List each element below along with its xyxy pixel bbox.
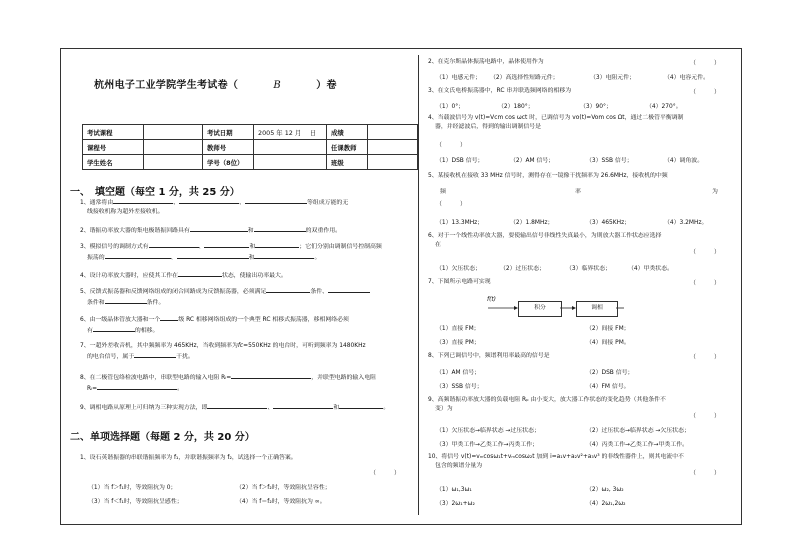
label-student-name: 学生姓名	[83, 155, 144, 170]
answer-slot[interactable]: （ ）	[690, 470, 721, 477]
option[interactable]: （4）2ω₁,2ω₂	[586, 501, 626, 507]
option[interactable]: （3）2ω₁+ω₂	[436, 501, 475, 507]
label-course-no: 课程号	[83, 140, 144, 155]
section1-heading: 一、 填空题（每空 1 分，共 25 分）	[70, 187, 240, 198]
fill-q1: 1、通常将由 、 、 等组成万能的无 线接收机称为超外差接收机。	[80, 197, 415, 216]
option[interactable]: （4）间接 PM。	[586, 340, 630, 346]
info-row-3	[83, 155, 418, 170]
label-course: 考试课程	[83, 125, 144, 140]
phase-modulator-block: 调相	[576, 301, 618, 317]
fill-q3-text: 3、模拟信号的调制方式有	[80, 244, 149, 250]
answer-slot[interactable]: （ ）	[690, 249, 721, 256]
blank[interactable]	[179, 197, 239, 204]
blank[interactable]	[339, 402, 383, 409]
fill-q3-text: 和	[249, 244, 256, 250]
fill-q5-text: 条件、	[310, 289, 329, 295]
blank[interactable]	[190, 225, 248, 232]
fill-q3-text: 、	[198, 244, 205, 250]
value-teacher	[368, 140, 418, 155]
column-divider	[418, 55, 419, 515]
option[interactable]: （1）13.3MHz；	[436, 220, 484, 226]
fill-q8-text: ，并联型电路的输入电阻	[311, 375, 376, 381]
fill-q7-text: 干扰。	[176, 353, 194, 360]
option[interactable]: （2）DSB 信号；	[586, 370, 634, 376]
value-student-id	[254, 155, 327, 170]
blank[interactable]	[97, 383, 177, 390]
choice-q9-text: 变）为	[435, 405, 453, 412]
value-course-no	[144, 140, 203, 155]
choice-q3: 3、在文氏电桥振荡器中，RC 串并联选频网络的相移为	[428, 88, 572, 94]
fill-q7-text: fc	[237, 343, 244, 349]
blank[interactable]	[273, 402, 333, 409]
label-teacher-no: 教师号	[203, 140, 254, 155]
option[interactable]: （3）当 f＜f₁时，等效阻抗呈感性；	[88, 499, 183, 505]
choice-q2: 2、在克尔斯晶体振荡电路中，晶体使用作为	[428, 59, 544, 65]
fill-q6-text: 有	[87, 327, 93, 334]
answer-slot[interactable]: （ ）	[436, 142, 467, 149]
fill-q6-text: 的相移。	[134, 327, 159, 334]
fill-q9-text: 和	[333, 405, 340, 411]
fill-q3-text: ；它们分别由调制信号控制高频	[299, 244, 382, 250]
answer-slot[interactable]: （ ）	[370, 470, 401, 477]
fill-q6	[80, 314, 415, 335]
choice-q4-text: 4、当载波信号为 v(t)=Vcm cos ωct 时，已调信号为 vo(t)=Vom cos Ωt，通过二极管平衡调制	[428, 115, 684, 121]
blank[interactable]	[177, 252, 249, 259]
value-class	[368, 155, 418, 170]
option[interactable]: （3）SSB 信号；	[436, 384, 483, 390]
choice-q10-text: 包含的频谱分量为	[435, 462, 483, 469]
option[interactable]: （1）电感元件；	[436, 75, 481, 81]
fill-q7-text: 的电台信号，属于	[87, 353, 135, 360]
choice-q5-text: 率	[575, 189, 581, 195]
fill-q4	[80, 270, 415, 281]
option[interactable]: （2）间接 FM；	[586, 326, 630, 332]
title-text: 杭州电子工业学院学生考试卷（	[94, 80, 239, 91]
option[interactable]: （4）当 f＝f₂时，等效阻抗为 ∞。	[236, 499, 326, 505]
blank[interactable]	[254, 225, 306, 232]
answer-slot[interactable]: （ ）	[690, 413, 721, 420]
option[interactable]: （4）甲类状态。	[628, 266, 673, 272]
blank[interactable]	[328, 286, 370, 293]
info-row-1	[83, 125, 418, 140]
choice-q6-text: 在	[435, 241, 441, 248]
label-class: 班级	[327, 155, 368, 170]
option[interactable]: （4）电容元件。	[664, 75, 709, 81]
answer-slot[interactable]: （ ）	[690, 89, 721, 96]
blank[interactable]	[105, 252, 171, 259]
fill-q1-text: 线接收机称为超外差接收机。	[87, 208, 164, 215]
diagram-input-label: f(t)	[487, 297, 496, 303]
fill-q7-text: 7、一超外差收音机，其中频频率为 465KHz，当收到频率为	[80, 343, 238, 349]
choice-q1: 1、设石英谐振器的串联谐振频率为 f₁，并联谐振频率为 f₂，试选择一个正确答案。	[80, 455, 297, 461]
option[interactable]: （2）高选择性短路元件；	[490, 75, 559, 81]
option[interactable]: （1）欠压状态；	[436, 266, 481, 272]
exam-info-table	[82, 124, 418, 170]
fill-q8-text: Rᵢ=	[87, 385, 98, 392]
option[interactable]: （1）直接 FM；	[436, 326, 480, 332]
blank[interactable]	[134, 351, 176, 358]
option[interactable]: （2）1.8MHz；	[510, 220, 554, 226]
fill-q3-text: 和	[248, 254, 255, 261]
blank[interactable]	[231, 372, 311, 379]
label-teacher: 任课教师	[327, 140, 368, 155]
answer-slot[interactable]: （ ）	[436, 201, 467, 208]
option[interactable]: （2）当 f＞f₂时，等效阻抗呈容性；	[236, 485, 331, 491]
section2-heading: 二、单项选择题（每题 2 分，共 20 分）	[70, 432, 255, 443]
value-teacher-no	[254, 140, 327, 155]
blank[interactable]	[204, 241, 249, 248]
fill-q9-text: 、	[267, 405, 274, 411]
option[interactable]: （4）丙类工作→乙类工作→甲类工作。	[586, 442, 688, 448]
choice-q5	[428, 172, 728, 181]
fill-q7-text: =550KHz 的电台时，可听到频率为 1480KHz	[243, 343, 366, 349]
fill-q3-text: 振荡的	[87, 254, 105, 261]
choice-q6-text: 6、对于一个线性功率放大器，要使输出信号非线性失真最小，为則放大器工作状态应选择	[428, 233, 662, 239]
fill-q3	[80, 241, 415, 262]
option[interactable]: （3）电阻元件；	[590, 75, 635, 81]
option[interactable]: （3）甲类工作→乙类工作→丙类工作；	[436, 442, 538, 448]
fill-q7	[80, 342, 415, 361]
choice-q4	[428, 114, 728, 131]
fill-q2-text: 和	[247, 228, 254, 234]
fill-q1-text: 等组成万能的无	[306, 200, 349, 206]
choice-q9	[428, 396, 728, 413]
blank[interactable]	[149, 241, 199, 248]
choice-q7: 7、下图所示电路可实现	[428, 279, 491, 285]
fill-q3-text: 。	[314, 254, 321, 261]
blank[interactable]	[160, 314, 178, 321]
option[interactable]: （1）DSB 信号；	[436, 158, 484, 164]
fill-q8-text: 。	[177, 385, 183, 392]
fill-q9-text: 9、调相电路从原理上可归纳为三种实现方法，即	[80, 405, 208, 411]
option[interactable]: （3）90°；	[580, 104, 612, 110]
blank[interactable]	[105, 297, 147, 304]
value-course	[144, 125, 203, 140]
answer-slot[interactable]: （ ）	[690, 60, 721, 67]
blank[interactable]	[178, 270, 222, 277]
choice-q5-text: 频	[440, 189, 446, 195]
blank[interactable]	[113, 197, 173, 204]
choice-q5-text: 5、某接收机在接收 33 MHz 信号时，测得存在一镜像干扰频率为 26.6MHz，接收机的中频	[428, 173, 668, 179]
fill-q1-text: 1、通常将由	[80, 200, 114, 206]
blank[interactable]	[254, 252, 314, 259]
fill-q2-text: 的双重作用。	[305, 228, 342, 234]
option[interactable]: （1）0°；	[436, 104, 465, 110]
choice-q8: 8、下列已调信号中，频谱利用率最高的信号是	[428, 353, 550, 359]
label-score: 成绩	[327, 125, 368, 140]
blank[interactable]	[245, 197, 307, 204]
fill-q5	[80, 286, 415, 307]
blank[interactable]	[255, 241, 299, 248]
fill-q8	[80, 372, 415, 393]
blank[interactable]	[207, 402, 267, 409]
option[interactable]: （2）AM 信号；	[510, 158, 555, 164]
fill-q9	[80, 402, 415, 413]
choice-q4-text: 器，并经滤波后，得到的输出调制信号是	[435, 123, 542, 130]
option[interactable]: （2）过压状态；	[500, 266, 545, 272]
fill-q6-text: 6、由一级晶体管放大器和一个	[80, 317, 161, 323]
option[interactable]: （4）3.2MHz。	[664, 220, 708, 226]
choice-q5-text: 为	[712, 189, 718, 195]
option[interactable]: （1）欠压状态→临界状态 →过压状态；	[436, 428, 540, 434]
fill-q5-text: 5、反馈式振荡器和反馈网络组成的闭合回路成为反馈振荡器，必须满足	[80, 289, 267, 295]
fill-q2	[80, 225, 415, 236]
fill-q5-text: 条件。	[146, 299, 165, 306]
choice-q10	[428, 453, 728, 470]
option[interactable]: （1）AM 信号；	[436, 370, 481, 376]
value-student-name	[144, 155, 203, 170]
option[interactable]: （1）ω₁,3ω₁	[436, 487, 472, 493]
option[interactable]: （4）调角波。	[664, 158, 704, 164]
fill-q3-text: 、	[170, 254, 177, 261]
blank[interactable]	[266, 286, 310, 293]
option[interactable]: （4）270°。	[646, 104, 682, 110]
option[interactable]: （2）ω₂, 3ω₂	[586, 487, 624, 493]
option[interactable]: （2）180°；	[498, 104, 534, 110]
paper-code: B	[273, 80, 282, 91]
option[interactable]: （3）465KHz；	[586, 220, 631, 226]
fill-q9-text: 。	[383, 405, 390, 411]
choice-q9-text: 9、高频谐振功率放大器的负载电阻 Rₚ 由小变大，放大器工作状态的变化趋势（其他条件不	[428, 397, 666, 403]
fill-q6-text: 级 RC 相移网络组成的一个典型 RC 相移式振荡器，移相网络必须	[178, 317, 349, 323]
option[interactable]: （3）临界状态；	[566, 266, 611, 272]
blank[interactable]	[93, 325, 135, 332]
option[interactable]: （2）过压状态→临界状态 →欠压状态；	[586, 428, 690, 434]
fill-q2-text: 2、谐振功率放大器的集电极谐振回路具有	[80, 228, 190, 234]
option[interactable]: （4）FM 信号。	[586, 384, 630, 390]
fill-q4-text: 状态，使输出功率最大。	[222, 273, 287, 279]
value-score	[368, 125, 418, 140]
title-end: ）卷	[316, 80, 337, 91]
fill-q5-text: 条件和	[87, 299, 105, 306]
option[interactable]: （3）SSB 信号；	[586, 158, 633, 164]
answer-slot[interactable]: （ ）	[690, 280, 721, 287]
value-date: 2005 年 12 月 日	[254, 125, 327, 140]
option[interactable]: （3）直接 PM；	[436, 340, 480, 346]
info-row-2	[83, 140, 418, 155]
option[interactable]: （1）当 f＞f₁时，等效阻抗为 0；	[88, 485, 177, 491]
fill-q8-text: 8、在二极管包络检波电路中，串联型电路的输入电阻 Rᵢ=	[80, 375, 232, 381]
choice-q10-text: 10、将信号 v(t)=vₘcosω₁t+vₘcosω₂t 加到 i=a₁v+a₂v²+a₃v³ 的非线性器件上，则其电流中不	[428, 454, 684, 460]
answer-slot[interactable]: （ ）	[690, 354, 721, 361]
choice-q6	[428, 232, 728, 249]
fill-q4-text: 4、设计功率放大器时，应使其工作在	[80, 273, 178, 279]
exam-title	[94, 76, 337, 91]
label-date: 考试日期	[203, 125, 254, 140]
label-student-id: 学号（8位）	[203, 155, 254, 170]
integrator-block: 积分	[518, 301, 562, 317]
